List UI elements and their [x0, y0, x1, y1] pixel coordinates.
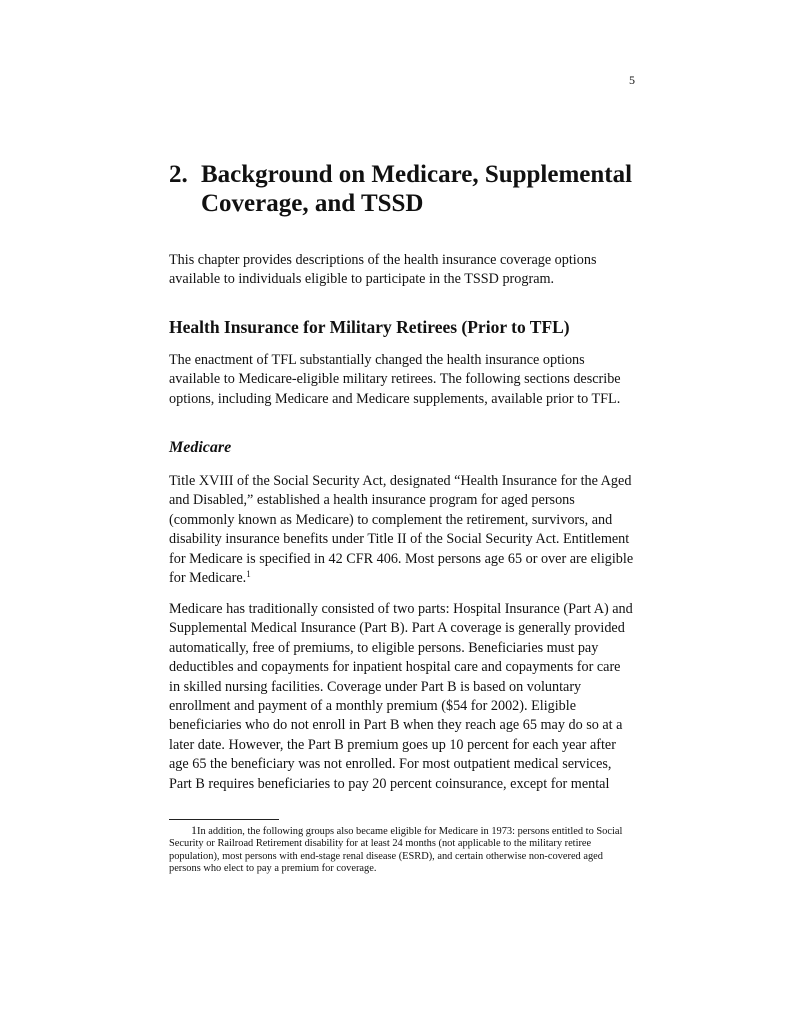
medicare-paragraph-1	[169, 472, 635, 588]
page-number: 5	[629, 73, 635, 87]
footnote-reference[interactable]: 1	[246, 569, 251, 580]
medicare-paragraph-1-body	[169, 472, 635, 588]
chapter-number: 2.	[169, 161, 188, 188]
chapter-title-line-1: Background on Medicare, Supplemental	[201, 161, 633, 188]
footnote-text: In addition, the following groups also became eligible for Medicare in 1973: persons entitled to Social Security or Railroad Retirement disability for at least 24 months (not applicable to the military retiree population), most persons with end-stage renal disease (ESRD), and certain otherwise non-covered aged persons who elect to pay a premium for coverage.	[169, 826, 623, 874]
intro-paragraph	[169, 251, 635, 290]
section-paragraph	[169, 351, 635, 409]
chapter-title-text	[201, 160, 649, 218]
chapter-title-line-2: Coverage, and TSSD	[201, 190, 424, 217]
chapter-title	[169, 160, 649, 218]
medicare-paragraph-2	[169, 600, 635, 794]
footnote	[169, 824, 635, 875]
subsection-heading: Medicare	[169, 439, 232, 456]
section-paragraph-text: The enactment of TFL substantially changed the health insurance options available to Medicare-eligible military retirees. The following sections describe options, including Medicare and Medicare supplements, available prior to TFL.	[169, 352, 621, 407]
footnote-marker: 1	[191, 823, 197, 837]
medicare-paragraph-1-text: Title XVIII of the Social Security Act, designated “Health Insurance for the Aged and Disabled,” established a health insurance program for aged persons (commonly known as Medicare) to complement the retirement, survivors, and disability insurance benefits under Title II of the Social Security Act. Entitlement for Medicare is specified in 42 CFR 406. Most persons age 65 or over are eligible for Medicare.	[169, 473, 634, 587]
footnote-divider	[169, 819, 279, 820]
intro-text: This chapter provides descriptions of the health insurance coverage options available to individuals eligible to participate in the TSSD program.	[169, 252, 597, 288]
section-heading: Health Insurance for Military Retirees (Prior to TFL)	[169, 317, 570, 337]
medicare-paragraph-2-text: Medicare has traditionally consisted of two parts: Hospital Insurance (Part A) and Supplemental Medical Insurance (Part B). Part A coverage is generally provided automatically, free of premiums, to eligible persons. Beneficiaries must pay deductibles and copayments for inpatient hospital care and copayments for care in skilled nursing facilities. Coverage under Part B is based on voluntary enrollment and payment of a monthly premium ($54 for 2002). Eligible beneficiaries who do not enroll in Part B when they reach age 65 may do so at a later date. However, the Part B premium goes up 10 percent for each year after age 65 the beneficiary was not enrolled. For most outpatient medical services, Part B requires beneficiaries to pay 20 percent coinsurance, except for mental	[169, 601, 633, 792]
